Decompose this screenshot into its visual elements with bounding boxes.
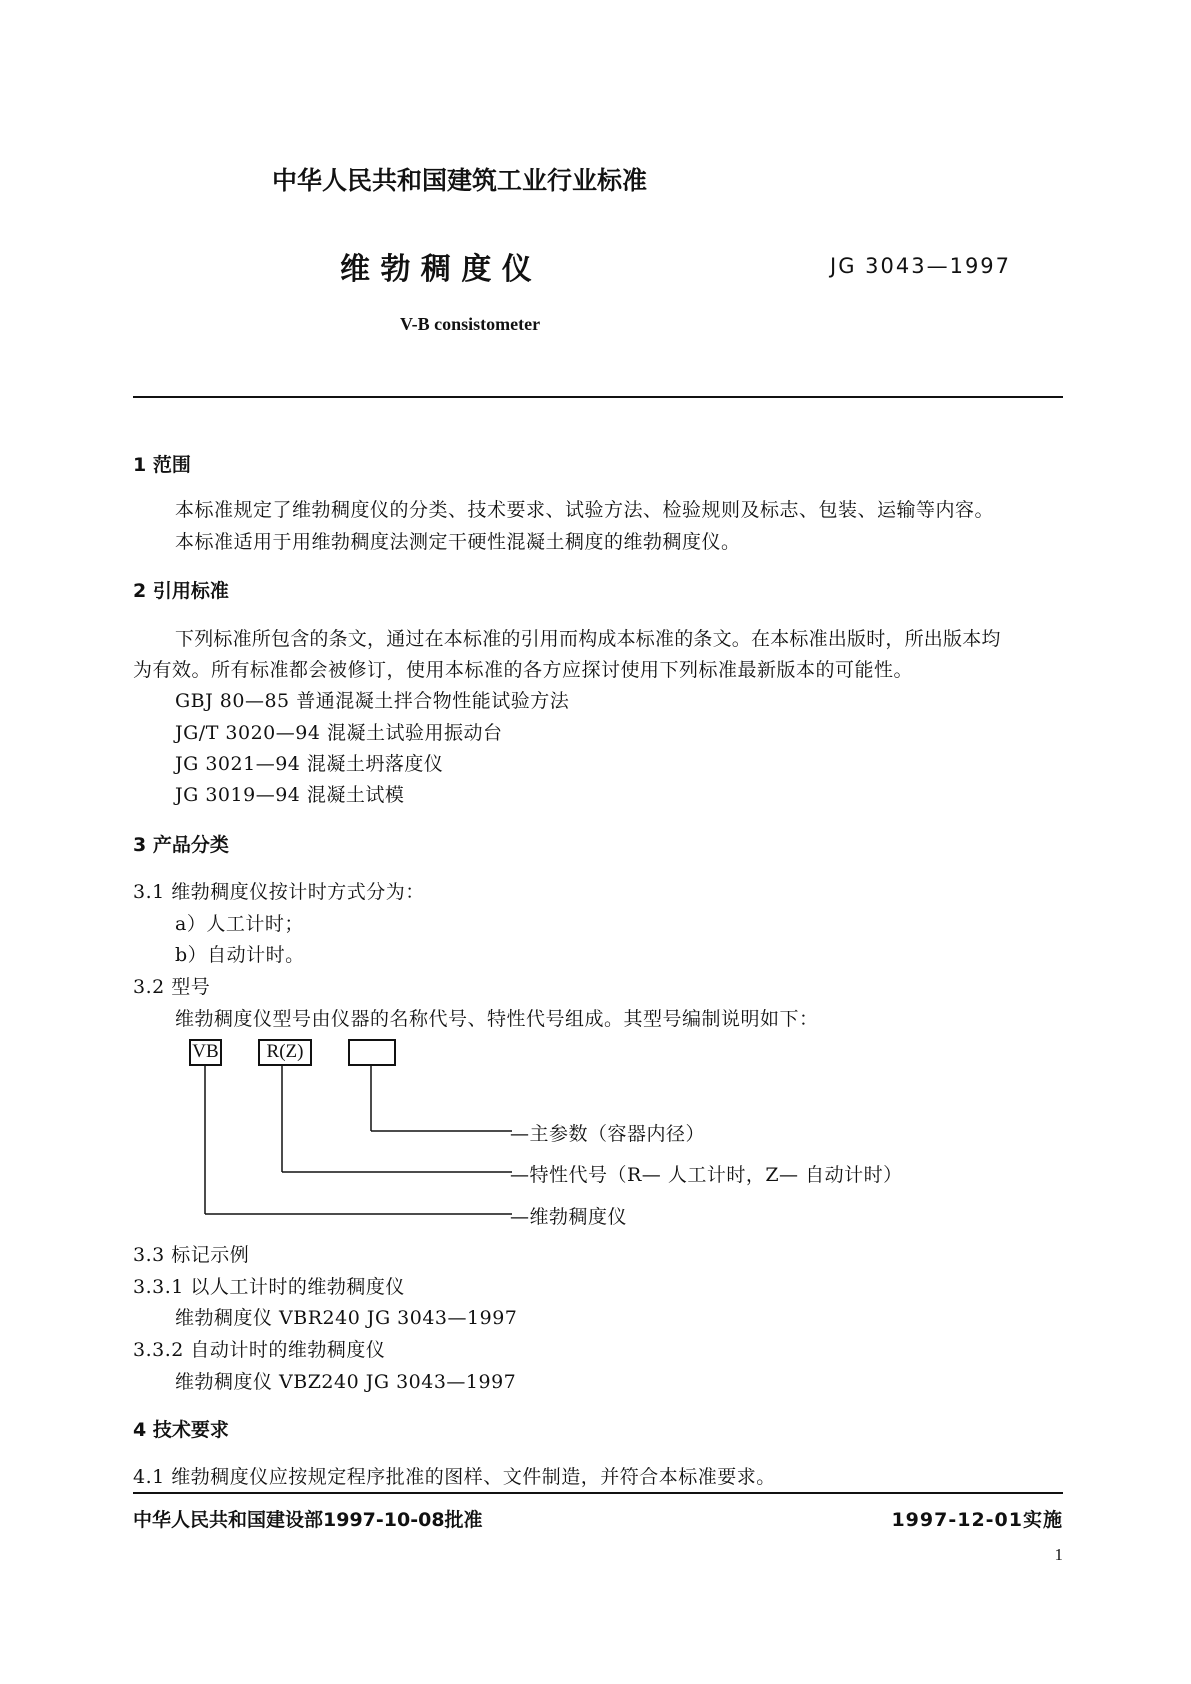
diagram-label-characteristic: —特性代号（R— 人工计时，Z— 自动计时） bbox=[510, 1164, 903, 1186]
clause-3-1: 3.1 维勃稠度仪按计时方式分为： bbox=[133, 881, 425, 903]
section-1-paragraph-2: 本标准适用于用维勃稠度法测定干硬性混凝土稠度的维勃稠度仪。 bbox=[175, 531, 741, 553]
clause-3-3: 3.3 标记示例 bbox=[133, 1244, 250, 1266]
standard-code: JG 3043—1997 bbox=[830, 254, 1012, 278]
clause-3-1-item-b: b）自动计时。 bbox=[175, 944, 305, 966]
clause-3-3-1: 3.3.1 以人工计时的维勃稠度仪 bbox=[133, 1276, 405, 1298]
document-category: 中华人民共和国建筑工业行业标准 bbox=[272, 166, 648, 195]
diagram-label-name: —维勃稠度仪 bbox=[510, 1206, 628, 1228]
clause-3-3-2-example: 维勃稠度仪 VBZ240 JG 3043—1997 bbox=[175, 1371, 517, 1393]
document-title: 维 勃 稠 度 仪 bbox=[340, 252, 532, 287]
clause-3-1-item-a: a）人工计时； bbox=[175, 913, 304, 935]
reference-item: JG 3019—94 混凝土试模 bbox=[175, 784, 405, 806]
footer-rule bbox=[133, 1492, 1063, 1494]
model-code-box-rz: R(Z) bbox=[258, 1039, 312, 1066]
section-2-heading: 2 引用标准 bbox=[133, 580, 229, 602]
section-1-heading: 1 范围 bbox=[133, 454, 191, 476]
page-number: 1 bbox=[1054, 1545, 1063, 1564]
section-4-heading: 4 技术要求 bbox=[133, 1419, 229, 1441]
model-code-box-vb: VB bbox=[189, 1039, 222, 1066]
clause-4-1: 4.1 维勃稠度仪应按规定程序批准的图样、文件制造，并符合本标准要求。 bbox=[133, 1466, 776, 1488]
clause-3-2-text: 维勃稠度仪型号由仪器的名称代号、特性代号组成。其型号编制说明如下： bbox=[175, 1008, 819, 1030]
section-3-heading: 3 产品分类 bbox=[133, 834, 229, 856]
reference-item: GBJ 80—85 普通混凝土拌合物性能试验方法 bbox=[175, 690, 570, 712]
section-2-paragraph-line-2: 为有效。所有标准都会被修订，使用本标准的各方应探讨使用下列标准最新版本的可能性。 bbox=[133, 659, 914, 681]
clause-3-2: 3.2 型号 bbox=[133, 976, 211, 998]
diagram-label-main-parameter: —主参数（容器内径） bbox=[510, 1123, 706, 1145]
reference-item: JG 3021—94 混凝土坍落度仪 bbox=[175, 753, 444, 775]
model-code-box-parameter bbox=[348, 1039, 396, 1066]
approval-line: 中华人民共和国建设部1997-10-08批准 bbox=[133, 1509, 483, 1531]
english-title: V-B consistometer bbox=[400, 314, 541, 334]
implementation-date: 1997-12-01实施 bbox=[891, 1509, 1063, 1531]
reference-item: JG/T 3020—94 混凝土试验用振动台 bbox=[175, 722, 503, 744]
section-2-paragraph-line-1: 下列标准所包含的条文，通过在本标准的引用而构成本标准的条文。在本标准出版时，所出版本均 bbox=[175, 628, 1001, 650]
clause-3-3-1-example: 维勃稠度仪 VBR240 JG 3043—1997 bbox=[175, 1307, 518, 1329]
section-1-paragraph-1: 本标准规定了维勃稠度仪的分类、技术要求、试验方法、检验规则及标志、包装、运输等内容。 bbox=[175, 499, 995, 521]
clause-3-3-2: 3.3.2 自动计时的维勃稠度仪 bbox=[133, 1339, 386, 1361]
